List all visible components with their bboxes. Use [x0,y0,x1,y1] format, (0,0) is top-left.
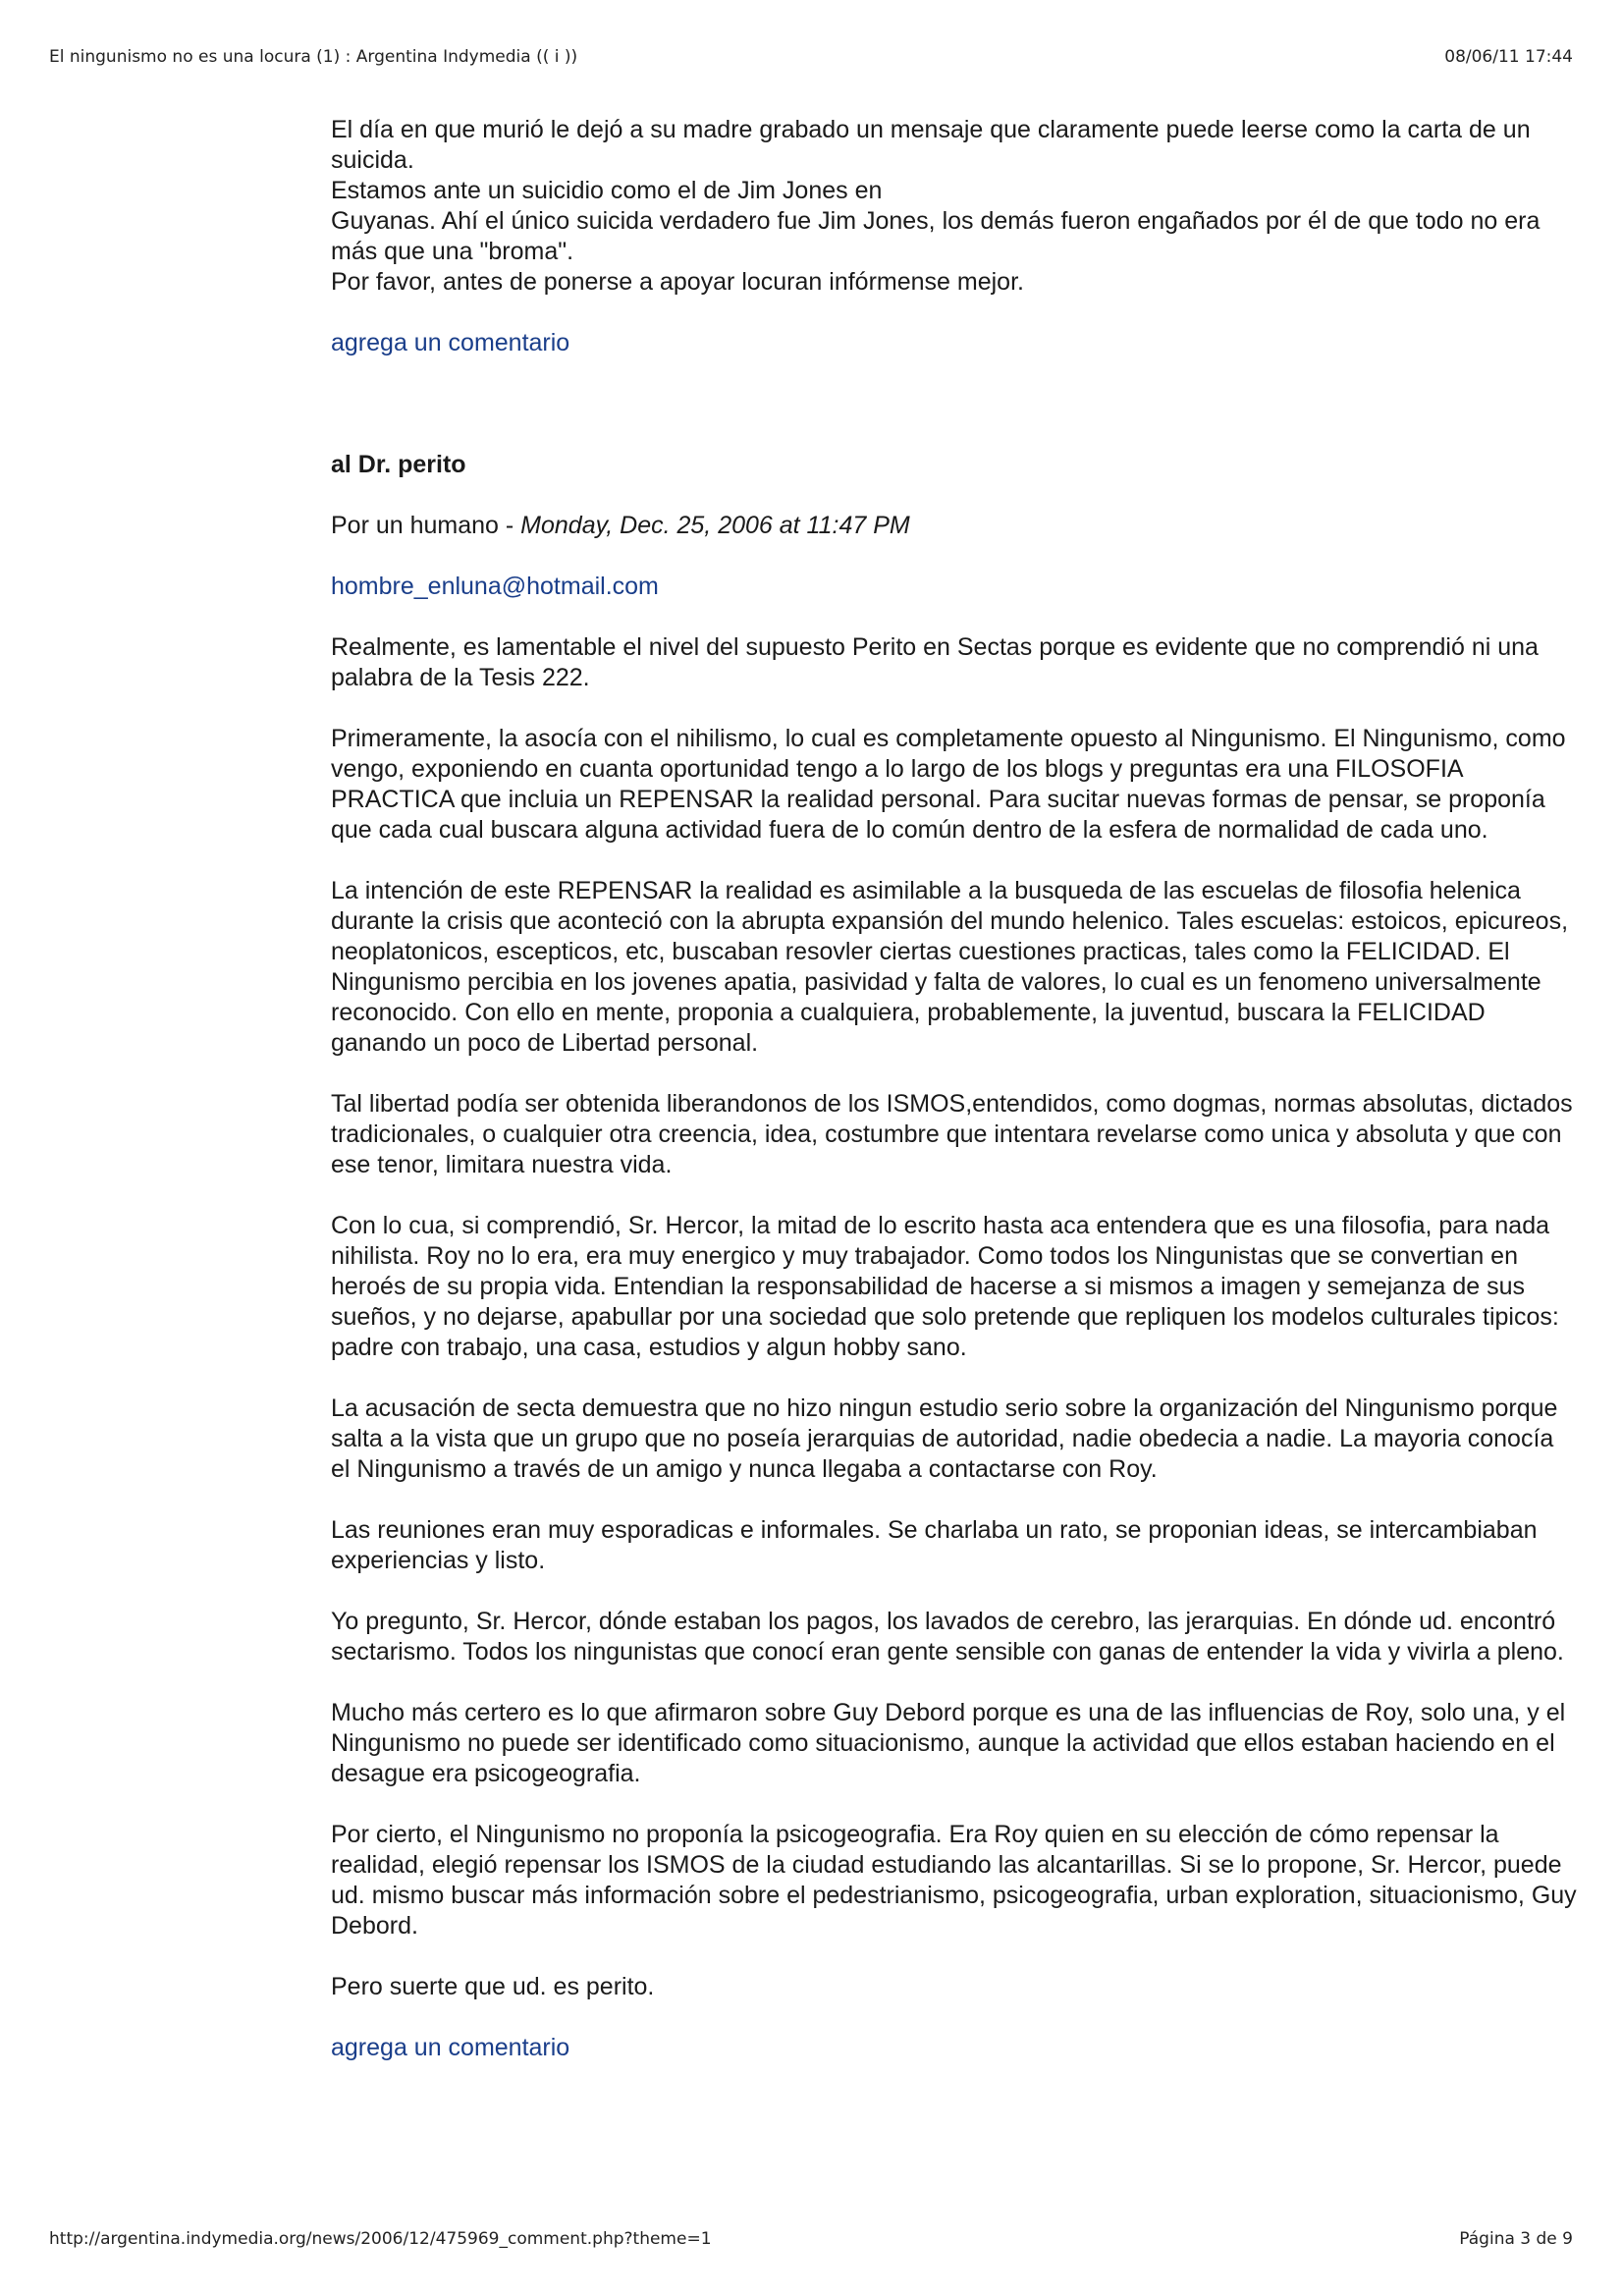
comment-paragraph: Con lo cua, si comprendió, Sr. Hercor, la mitad de lo escrito hasta aca entendera que es una filosofia, para nada nihilista. Roy no lo era, era muy energico y muy trabajador. Como todos los Ningunistas que se convertian en heroés de su propia vida. Entendian la responsabilidad de hacerse a si mismos a imagen y semejanza de sus sueños, y no dejarse, apabullar por una sociedad que solo pretende que repliquen los modelos culturales tipicos: padre con trabajo, una casa, estudios y algun hobby sano. [331,1212,1559,1361]
print-header [49,47,1573,67]
comment-paragraph: Pero suerte que ud. es perito. [331,1973,655,2000]
previous-comment-body [331,115,1578,298]
comment-paragraph: Las reuniones eran muy esporadicas e informales. Se charlaba un rato, se proponian ideas, se intercambiaban experiencias y listo. [331,1516,1538,1574]
comment-paragraph: Primeramente, la asocía con el nihilismo, lo cual es completamente opuesto al Ningunismo. El Ningunismo, como vengo, exponiendo en cuanta oportunidad tengo a lo largo de los blogs y preguntas era una FILOSOFIA PRACTICA que incluia un REPENSAR la realidad personal. Para sucitar nuevas formas de pensar, se proponía que cada cual buscara alguna actividad fuera de lo común dentro de la esfera de normalidad de cada uno. [331,725,1566,844]
add-comment-link[interactable]: agrega un comentario [331,329,570,356]
comment-paragraph: Yo pregunto, Sr. Hercor, dónde estaban los pagos, los lavados de cerebro, las jerarquias. En dónde ud. encontró sectarismo. Todos los ningunistas que conocí eran gente sensible con ganas de entender la vida y vivirla a pleno. [331,1608,1564,1666]
print-footer [49,2229,1573,2249]
comment-paragraph: La intención de este REPENSAR la realidad es asimilable a la busqueda de las escuelas de filosofia helenica durante la crisis que aconteció con la abrupta expansión del mundo helenico. Tales escuelas: estoicos, epicureos, neoplatonicos, escepticos, etc, buscaban resovler ciertas cuestiones practicas, tales como la FELICIDAD. El Ningunismo percibia en los jovenes apatia, pasividad y falta de valores, lo cual es un fenomeno universalmente reconocido. Con ello en mente, proponia a cualquiera, probablemente, la juventud, buscara la FELICIDAD ganando un poco de Libertad personal. [331,877,1569,1057]
comment-paragraph: Tal libertad podía ser obtenida liberandonos de los ISMOS,entendidos, como dogmas, normas absolutas, dictados tradicionales, o cualquier otra creencia, idea, costumbre que intentara revelarse como unica y absoluta y que con ese tenor, limitara nuestra vida. [331,1090,1573,1178]
spacer [331,358,1578,450]
comment-title: al Dr. perito [331,451,466,478]
comment-byline [331,511,1578,541]
comment [331,450,1578,2063]
print-header-title: El ningunismo no es una locura (1) : Argentina Indymedia (( i )) [49,47,578,67]
page-content [331,115,1578,2063]
print-footer-url: http://argentina.indymedia.org/news/2006/12/475969_comment.php?theme=1 [49,2229,712,2249]
prev-comment-line: El día en que murió le dejó a su madre grabado un mensaje que claramente puede leerse como la carta de un suicida. [331,116,1531,174]
comment-email-link[interactable]: hombre_enluna@hotmail.com [331,573,659,600]
prev-comment-line: Estamos ante un suicidio como el de Jim Jones en [331,177,883,204]
comment-paragraph: Mucho más certero es lo que afirmaron sobre Guy Debord porque es una de las influencias de Roy, solo una, y el Ningunismo no puede ser identificado como situacionismo, aunque la actividad que ellos estaban haciendo en el desague era psicogeografia. [331,1699,1566,1787]
print-header-datetime: 08/06/11 17:44 [1444,47,1573,67]
comment-paragraph: La acusación de secta demuestra que no hizo ningun estudio serio sobre la organización del Ningunismo porque salta a la vista que un grupo que no poseía jerarquias de autoridad, nadie obedecia a nadie. La mayoria conocía el Ningunismo a través de un amigo y nunca llegaba a contactarse con Roy. [331,1394,1558,1483]
prev-comment-line: Guyanas. Ahí el único suicida verdadero fue Jim Jones, los demás fueron engañados por él de que todo no era más que una "broma". [331,207,1541,265]
comment-paragraph: Realmente, es lamentable el nivel del supuesto Perito en Sectas porque es evidente que no comprendió ni una palabra de la Tesis 222. [331,633,1539,691]
prev-comment-line: Por favor, antes de ponerse a apoyar locuran infórmense mejor. [331,268,1024,296]
print-footer-page-number: Página 3 de 9 [1459,2229,1573,2249]
comment-date: Monday, Dec. 25, 2006 at 11:47 PM [520,512,910,539]
comment-author: Por un humano - [331,512,521,539]
add-comment-link[interactable]: agrega un comentario [331,2034,570,2061]
comment-paragraph: Por cierto, el Ningunismo no proponía la psicogeografia. Era Roy quien en su elección de cómo repensar la realidad, elegió repensar los ISMOS de la ciudad estudiando las alcantarillas. Si se lo propone, Sr. Hercor, puede ud. mismo buscar más información sobre el pedestrianismo, psicogeografia, urban exploration, situacionismo, Guy Debord. [331,1821,1577,1940]
